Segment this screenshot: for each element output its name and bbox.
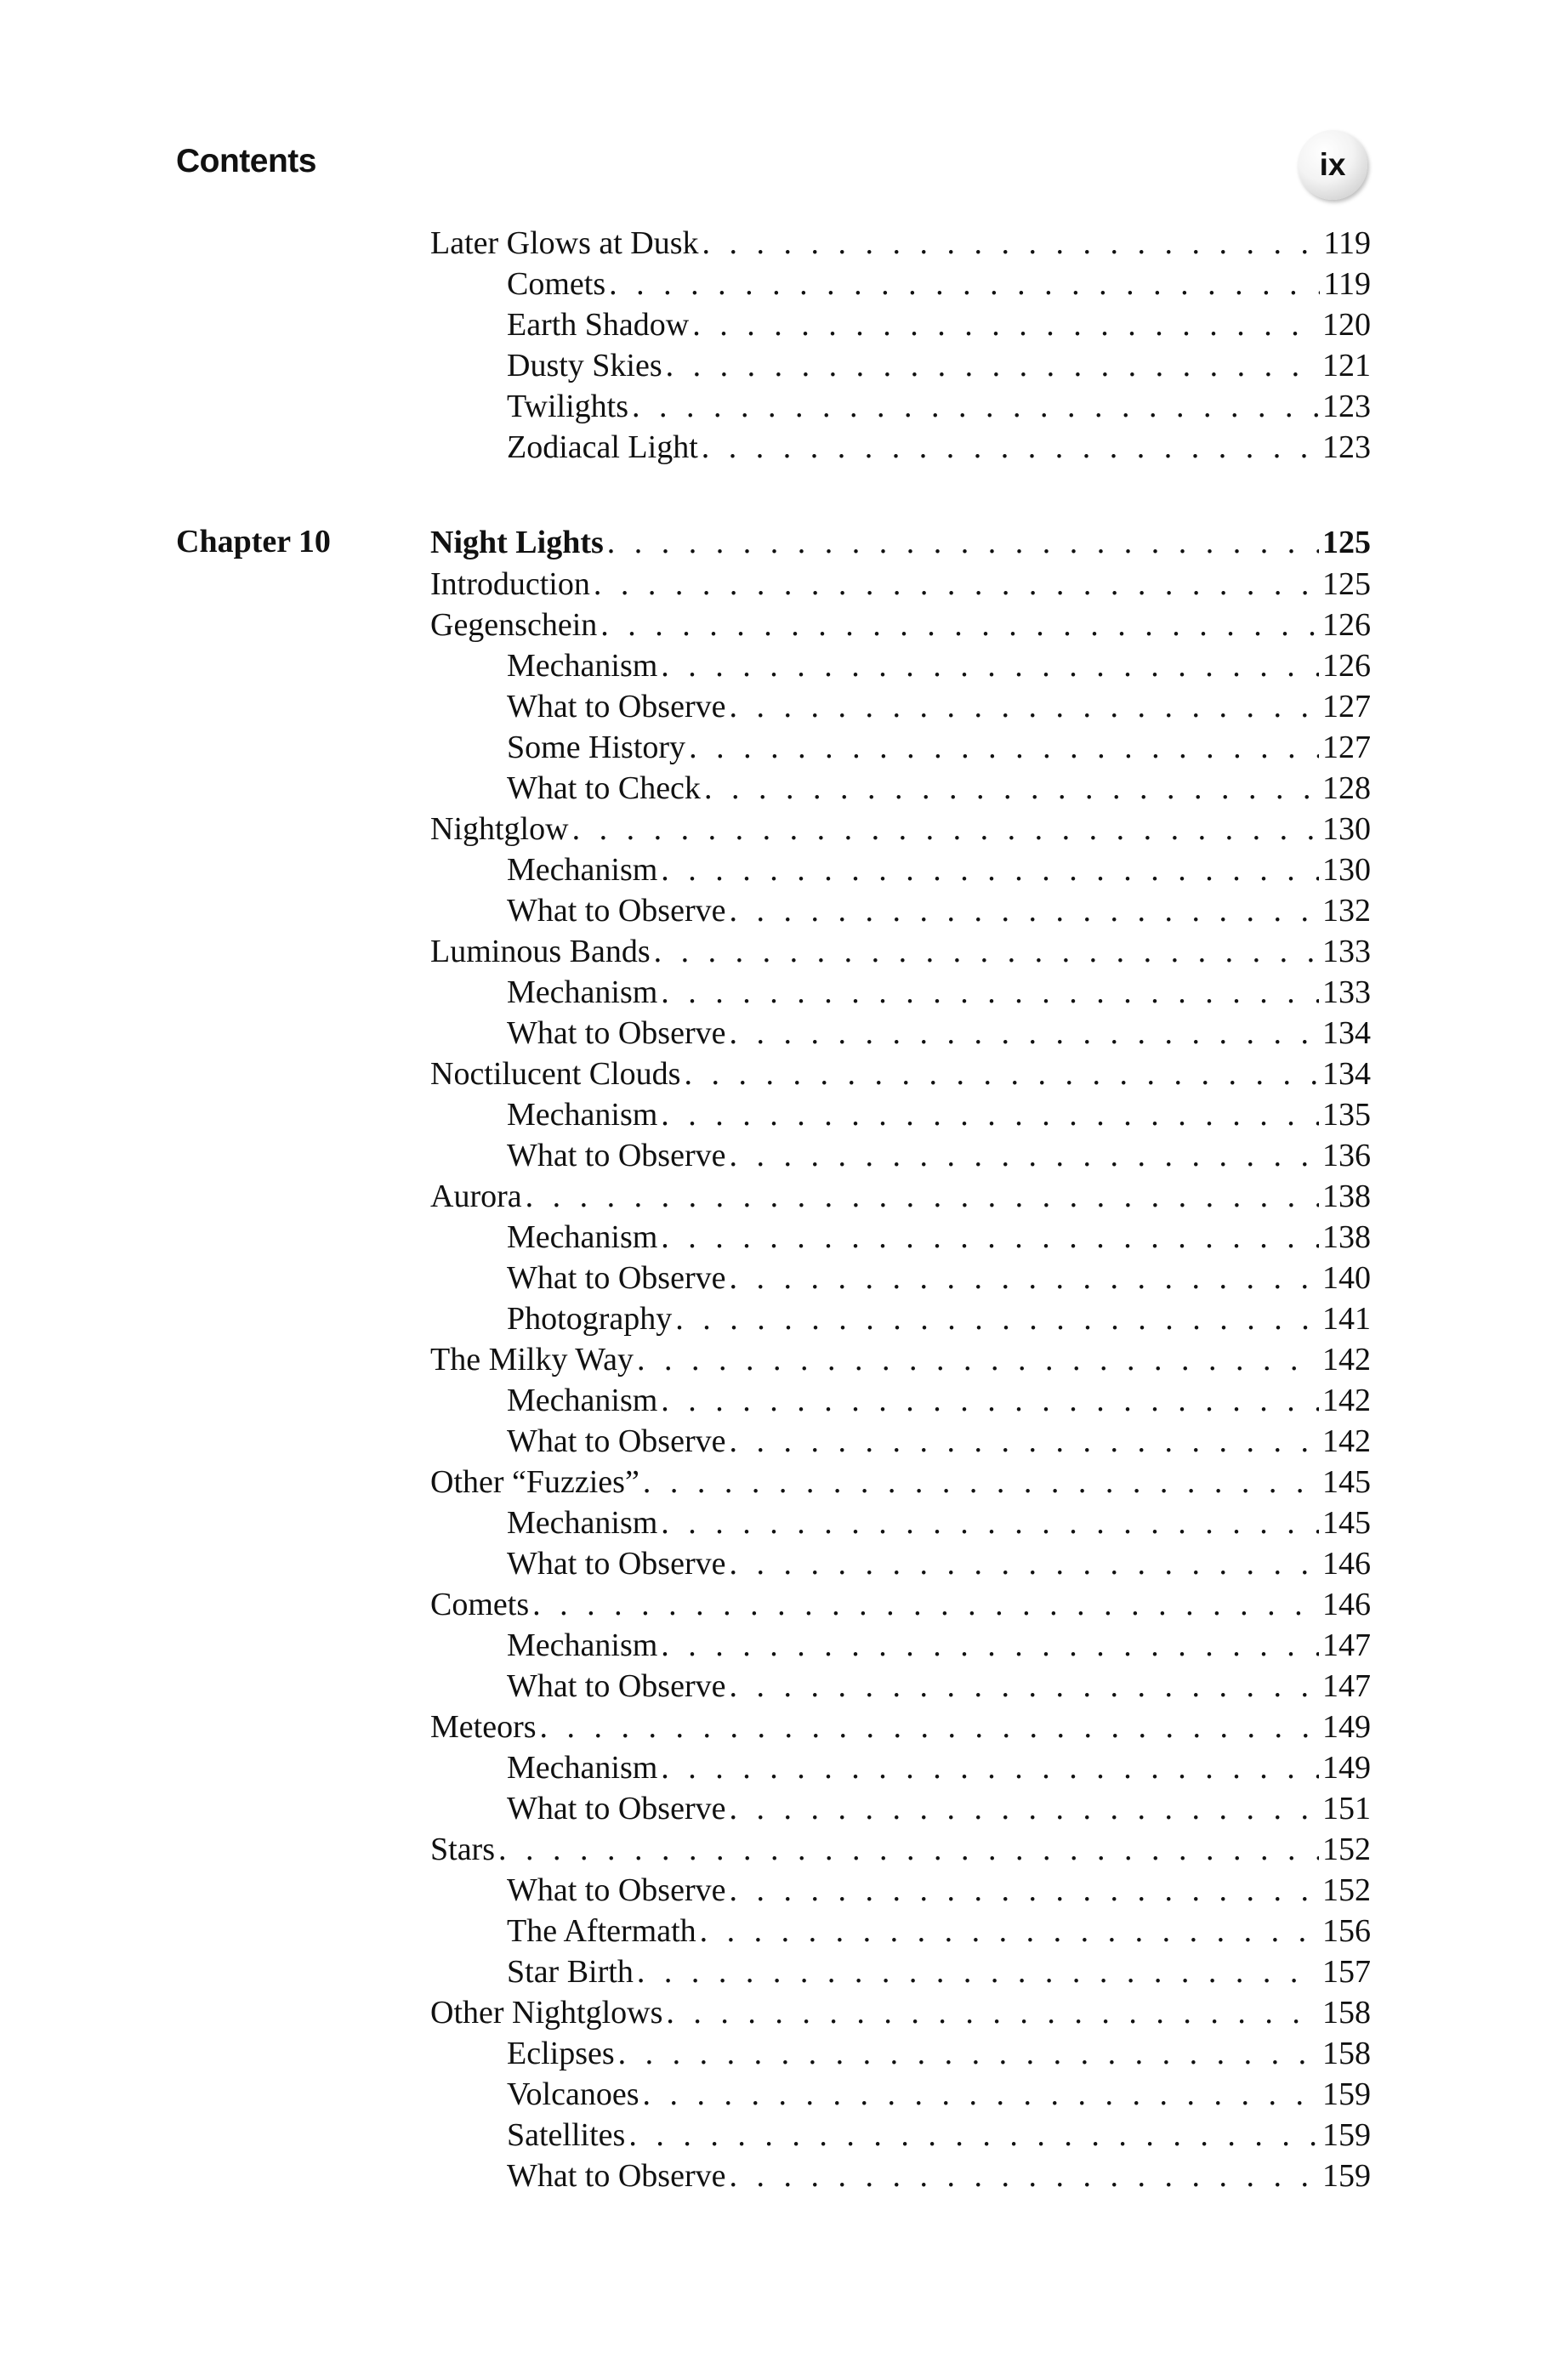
- dot-leader: [704, 768, 1319, 809]
- toc-subentry[interactable]: [0, 1135, 1371, 1176]
- toc-entry[interactable]: [0, 1176, 1371, 1217]
- toc-entry-page: 126: [1322, 648, 1371, 684]
- dot-leader: [600, 605, 1319, 645]
- toc-subentry[interactable]: [0, 686, 1371, 727]
- toc-subentry[interactable]: [0, 727, 1371, 768]
- toc-entry-page: 159: [1322, 2076, 1371, 2112]
- toc-entry-title: Photography: [507, 1301, 673, 1337]
- toc-subentry[interactable]: [0, 1298, 1371, 1339]
- toc-entry-page: 151: [1322, 1791, 1371, 1826]
- toc-subentry[interactable]: [0, 1094, 1371, 1135]
- toc-entry-page: 130: [1322, 811, 1371, 847]
- toc-entry-title: Volcanoes: [507, 2076, 639, 2112]
- dot-leader: [643, 1462, 1319, 1502]
- toc-entry-page: 120: [1322, 307, 1371, 343]
- toc-entry-page: 147: [1322, 1627, 1371, 1663]
- toc-entry-title: What to Observe: [507, 1138, 726, 1173]
- dot-leader: [661, 645, 1319, 686]
- toc-entry-page: 138: [1322, 1219, 1371, 1255]
- toc-subentry[interactable]: [0, 264, 1371, 304]
- toc-entry-page: 145: [1322, 1505, 1371, 1541]
- toc-subentry[interactable]: [0, 1747, 1371, 1788]
- toc-entry-page: 128: [1322, 770, 1371, 806]
- toc-entry-page: 146: [1322, 1546, 1371, 1582]
- toc-entry-title: Mechanism: [507, 852, 658, 888]
- dot-leader: [637, 1339, 1319, 1380]
- toc-subentry[interactable]: [0, 427, 1371, 468]
- toc-entry-title: Stars: [430, 1832, 495, 1867]
- toc-subentry[interactable]: [0, 2156, 1371, 2196]
- toc-entry-title: Mechanism: [507, 974, 658, 1010]
- toc-subentry[interactable]: [0, 1666, 1371, 1707]
- dot-leader: [661, 972, 1319, 1013]
- toc-entry-title: What to Observe: [507, 893, 726, 929]
- dot-leader: [729, 1258, 1319, 1298]
- toc-subentry[interactable]: [0, 890, 1371, 931]
- dot-leader: [702, 223, 1321, 264]
- toc-entry-title: Mechanism: [507, 1505, 658, 1541]
- toc-subentry[interactable]: [0, 1911, 1371, 1951]
- dot-leader: [607, 521, 1319, 564]
- toc-entry-title: Noctilucent Clouds: [430, 1056, 681, 1092]
- dot-leader: [729, 1666, 1319, 1707]
- dot-leader: [692, 304, 1319, 345]
- dot-leader: [661, 1094, 1319, 1135]
- dot-leader: [729, 1870, 1319, 1911]
- toc-entry[interactable]: [0, 931, 1371, 972]
- toc-subentry[interactable]: [0, 1788, 1371, 1829]
- toc-subentry[interactable]: [0, 304, 1371, 345]
- toc-entry-page: 140: [1322, 1260, 1371, 1296]
- toc-entry-title: Other “Fuzzies”: [430, 1464, 639, 1500]
- toc-subentry[interactable]: [0, 2033, 1371, 2074]
- toc-entry-title: Luminous Bands: [430, 934, 651, 969]
- dot-leader: [661, 1625, 1319, 1666]
- dot-leader: [572, 809, 1319, 849]
- toc-entry-title: What to Observe: [507, 1423, 726, 1459]
- toc-entry-title: What to Observe: [507, 1260, 726, 1296]
- dot-leader: [618, 2033, 1319, 2074]
- toc-entry-page: 152: [1322, 1872, 1371, 1908]
- toc-entry-title: Satellites: [507, 2117, 626, 2153]
- toc-subentry[interactable]: [0, 2074, 1371, 2115]
- toc-entry[interactable]: [0, 1992, 1371, 2033]
- toc-entry-page: 141: [1322, 1301, 1371, 1337]
- toc-entry-page: 134: [1322, 1015, 1371, 1051]
- toc-entry-page: 119: [1323, 225, 1371, 261]
- toc-entry-page: 134: [1322, 1056, 1371, 1092]
- dot-leader: [729, 890, 1319, 931]
- toc-subentry[interactable]: [0, 1543, 1371, 1584]
- dot-leader: [661, 1217, 1319, 1258]
- toc-entry[interactable]: [0, 1462, 1371, 1502]
- toc-subentry[interactable]: [0, 1258, 1371, 1298]
- toc-entry-page: 145: [1322, 1464, 1371, 1500]
- toc-subentry[interactable]: [0, 386, 1371, 427]
- dot-leader: [632, 386, 1319, 427]
- dot-leader: [729, 686, 1319, 727]
- dot-leader: [609, 264, 1320, 304]
- toc-entry-title: Mechanism: [507, 1097, 658, 1133]
- toc-subentry[interactable]: [0, 645, 1371, 686]
- toc-entry-page: 126: [1322, 607, 1371, 643]
- toc-entry-title: Mechanism: [507, 1627, 658, 1663]
- toc-entry-title: The Milky Way: [430, 1342, 634, 1377]
- toc-entry-title: The Aftermath: [507, 1913, 696, 1949]
- toc-entry-page: 133: [1322, 974, 1371, 1010]
- toc-subentry[interactable]: [0, 972, 1371, 1013]
- toc-entry-page: 127: [1322, 730, 1371, 765]
- dot-leader: [700, 1911, 1319, 1951]
- toc-subentry[interactable]: [0, 1421, 1371, 1462]
- toc-entry-page: 132: [1322, 893, 1371, 929]
- toc-subentry[interactable]: [0, 849, 1371, 890]
- toc-entry-title: Mechanism: [507, 648, 658, 684]
- toc-entry-title: Some History: [507, 730, 686, 765]
- toc-entry-title: Comets: [507, 266, 606, 302]
- dot-leader: [532, 1584, 1319, 1625]
- dot-leader: [526, 1176, 1319, 1217]
- toc-entry-title: What to Observe: [507, 1668, 726, 1704]
- toc-entry-title: Star Birth: [507, 1954, 634, 1990]
- toc-subentry[interactable]: [0, 768, 1371, 809]
- toc-entry-page: 158: [1322, 1995, 1371, 2031]
- dot-leader: [729, 1013, 1319, 1054]
- dot-leader: [666, 345, 1319, 386]
- toc-entry-title: Earth Shadow: [507, 307, 690, 343]
- toc-list-continued: [0, 223, 1563, 468]
- dot-leader: [661, 849, 1319, 890]
- toc-entry-page: 152: [1322, 1832, 1371, 1867]
- toc-entry[interactable]: [0, 605, 1371, 645]
- toc-entry-page: 127: [1322, 689, 1371, 724]
- toc-entry-title: What to Observe: [507, 1872, 726, 1908]
- dot-leader: [684, 1054, 1319, 1094]
- dot-leader: [661, 1502, 1319, 1543]
- dot-leader: [540, 1707, 1319, 1747]
- dot-leader: [729, 1788, 1319, 1829]
- dot-leader: [689, 727, 1319, 768]
- toc-entry-page: 157: [1322, 1954, 1371, 1990]
- toc-entry-title: Aurora: [430, 1179, 522, 1214]
- toc-entry-title: What to Observe: [507, 689, 726, 724]
- toc-entry-title: Twilights: [507, 389, 629, 424]
- toc-entry-title: Mechanism: [507, 1219, 658, 1255]
- toc-subentry[interactable]: [0, 1217, 1371, 1258]
- toc-entry-title: Eclipses: [507, 2036, 615, 2071]
- toc-entry[interactable]: [0, 1054, 1371, 1094]
- toc-entry-page: 123: [1322, 389, 1371, 424]
- toc-entry[interactable]: [0, 1829, 1371, 1870]
- dot-leader: [702, 427, 1319, 468]
- dot-leader: [498, 1829, 1319, 1870]
- toc-entry-page: 158: [1322, 2036, 1371, 2071]
- toc-entry-page: 136: [1322, 1138, 1371, 1173]
- toc-entry-title: What to Check: [507, 770, 701, 806]
- dot-leader: [675, 1298, 1319, 1339]
- dot-leader: [637, 1951, 1319, 1992]
- toc-subentry[interactable]: [0, 1502, 1371, 1543]
- running-header-title: Contents: [176, 143, 316, 179]
- dot-leader: [661, 1747, 1319, 1788]
- dot-leader: [643, 2074, 1320, 2115]
- dot-leader: [594, 564, 1319, 605]
- toc-entry-title: What to Observe: [507, 1015, 726, 1051]
- toc-entry-page: 159: [1322, 2117, 1371, 2153]
- dot-leader: [729, 1543, 1319, 1584]
- toc-subentry[interactable]: [0, 1013, 1371, 1054]
- toc-entry-title: What to Observe: [507, 1791, 726, 1826]
- toc-entry-title: Mechanism: [507, 1383, 658, 1418]
- toc-subentry[interactable]: [0, 1625, 1371, 1666]
- toc-entry-title: Introduction: [430, 566, 590, 602]
- chapter-label: Chapter 10: [176, 524, 331, 559]
- toc-entry-page: 133: [1322, 934, 1371, 969]
- dot-leader: [729, 2156, 1319, 2196]
- toc-entry-page: 149: [1322, 1750, 1371, 1786]
- toc-entry-title: Comets: [430, 1587, 530, 1622]
- dot-leader: [666, 1992, 1319, 2033]
- toc-entry-page: 119: [1323, 266, 1371, 302]
- toc-entry-page: 123: [1322, 429, 1371, 465]
- toc-entry-page: 142: [1322, 1342, 1371, 1377]
- dot-leader: [654, 931, 1319, 972]
- toc-entry-page: 142: [1322, 1423, 1371, 1459]
- dot-leader: [729, 1421, 1319, 1462]
- toc-entry-page: 146: [1322, 1587, 1371, 1622]
- toc-chapter-page: 125: [1322, 525, 1371, 560]
- toc-chapter-heading-row[interactable]: [0, 521, 1371, 564]
- toc-entry-title: Nightglow: [430, 811, 569, 847]
- toc-entry-page: 147: [1322, 1668, 1371, 1704]
- toc-entry-title: Mechanism: [507, 1750, 658, 1786]
- toc-entry-page: 156: [1322, 1913, 1371, 1949]
- toc-entry-page: 149: [1322, 1709, 1371, 1745]
- toc-entry-title: What to Observe: [507, 2158, 726, 2194]
- toc-entry-page: 159: [1322, 2158, 1371, 2194]
- toc-entry-page: 130: [1322, 852, 1371, 888]
- toc-entry-title: Meteors: [430, 1709, 537, 1745]
- toc-entry[interactable]: [0, 223, 1371, 264]
- toc-entry-title: What to Observe: [507, 1546, 726, 1582]
- toc-entry-page: 142: [1322, 1383, 1371, 1418]
- toc-entry-page: 135: [1322, 1097, 1371, 1133]
- toc-entry-title: Other Nightglows: [430, 1995, 663, 2031]
- toc-entry-title: Gegenschein: [430, 607, 598, 643]
- toc-subentry[interactable]: [0, 1951, 1371, 1992]
- toc-list-chapter: [0, 521, 1563, 2196]
- toc-entry-page: 121: [1322, 348, 1371, 383]
- toc-chapter-title: Night Lights: [430, 525, 604, 560]
- toc-subentry[interactable]: [0, 2115, 1371, 2156]
- dot-leader: [729, 1135, 1319, 1176]
- toc-entry[interactable]: [0, 1707, 1371, 1747]
- toc-entry-title: Later Glows at Dusk: [430, 225, 699, 261]
- toc-entry-page: 125: [1322, 566, 1371, 602]
- toc-subentry[interactable]: [0, 1380, 1371, 1421]
- toc-entry-title: Dusty Skies: [507, 348, 662, 383]
- toc-entry[interactable]: [0, 564, 1371, 605]
- toc-entry[interactable]: [0, 1339, 1371, 1380]
- toc-entry-title: Zodiacal Light: [507, 429, 698, 465]
- toc-subentry[interactable]: [0, 345, 1371, 386]
- page-number-badge: ix: [1298, 130, 1367, 200]
- toc-subentry[interactable]: [0, 1870, 1371, 1911]
- toc-entry[interactable]: [0, 809, 1371, 849]
- dot-leader: [661, 1380, 1319, 1421]
- toc-entry[interactable]: [0, 1584, 1371, 1625]
- toc-entry-page: 138: [1322, 1179, 1371, 1214]
- dot-leader: [628, 2115, 1319, 2156]
